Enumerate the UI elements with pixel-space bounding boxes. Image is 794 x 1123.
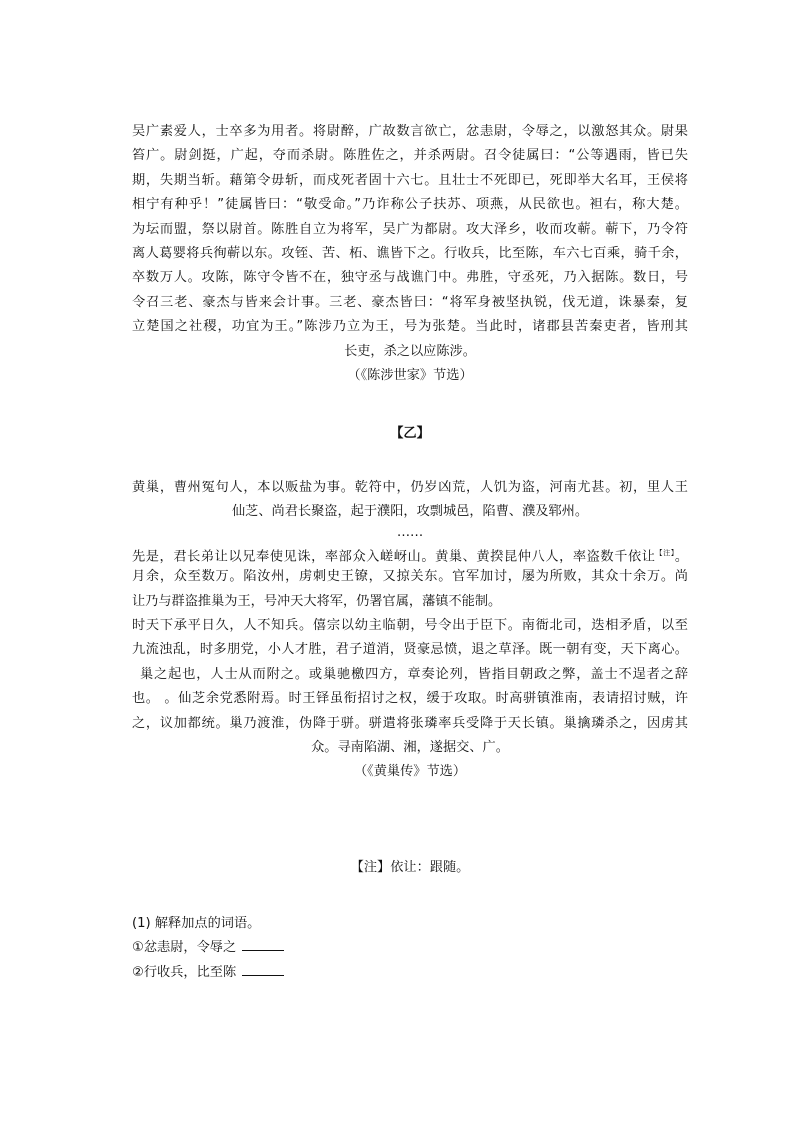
passage-jia-line: 立楚国之社稷，功宜为王。”陈涉乃立为王，号为张楚。当此时，诸郡县苦秦吏者，皆刑其: [132, 319, 688, 335]
passage-yi-text: 。: [674, 549, 688, 565]
passage-jia-line: 离人葛婴将兵徇蕲以东。攻铚、苦、柘、谯皆下之。行收兵，比至陈，车六七百乘，骑千余，: [132, 245, 688, 261]
answer-blank[interactable]: [242, 961, 284, 976]
passage-jia-line: 期，失期当斩。藉第令毋斩，而戍死者固十六七。且壮士不死即已，死即举大名耳，王侯将: [132, 172, 688, 188]
answer-blank[interactable]: [242, 936, 284, 951]
annotation-note: 【注】依让：跟随。: [350, 860, 470, 875]
passage-yi-line: 巢之起也，人士从而附之。或巢驰檄四方，章奏论列，皆指目朝政之弊，盖士不逞者之辞: [140, 666, 688, 682]
section-heading-yi: 【乙】: [390, 426, 430, 441]
footnote-marker: 【注】: [655, 548, 675, 557]
passage-jia-line: 笞广。尉剑挺，广起，夺而杀尉。陈胜佐之，并杀两尉。召令徒属曰：“公等遇雨，皆已失: [132, 148, 688, 164]
passage-yi-line: [132, 541, 688, 565]
question-item-text: ②行收兵，比至陈: [132, 964, 237, 980]
passage-yi-line: 月余，众至数万。陷汝州，虏刺史王镣，又掠关东。官军加讨，屡为所败，其众十余万。尚: [132, 569, 688, 585]
question-stem: (1) 解释加点的词语。: [132, 916, 261, 931]
passage-jia-line: 令召三老、豪杰与皆来会计事。三老、豪杰皆曰：“将军身被坚执锐，伐无道，诛暴秦，复: [132, 294, 688, 310]
passage-yi-line: 黄巢，曹州冤句人，本以贩盐为事。乾符中，仍岁凶荒，人饥为盗，河南尤甚。初，里人王: [132, 480, 688, 495]
passage-jia-last-line: 长吏，杀之以应陈涉。: [344, 343, 476, 359]
passage-yi-line: 也。 。仙芝余党悉附焉。时王铎虽衔招讨之权，缓于攻取。时高骈镇淮南，表请招讨贼，许: [132, 691, 688, 707]
passage-yi-line: 九流浊乱，时多朋党，小人才胜，君子道消，贤豪忌愤，退之草泽。既一朝有变，天下离心。: [132, 642, 688, 658]
passage-yi-line: 众。寻南陷湖、湘，遂据交、广。: [311, 739, 509, 755]
passage-jia-line: 为坛而盟，祭以尉首。陈胜自立为将军，吴广为都尉。攻大泽乡，收而攻蕲。蕲下，乃令符: [132, 221, 688, 237]
heading-yi-block: [132, 422, 688, 446]
passage-yi-line: 让乃与群盗推巢为王，号冲天大将军，仍署官属，藩镇不能制。: [132, 593, 502, 609]
passage-yi: [132, 476, 688, 785]
question-item: [132, 961, 688, 985]
question-block: [132, 912, 688, 985]
passage-yi-source: （《黄巢传》节选）: [353, 764, 467, 780]
passage-yi-line: 之，议加都统。巢乃渡淮，伪降于骈。骈遣将张璘率兵受降于天长镇。巢擒璘杀之，因虏其: [132, 715, 688, 731]
question-item: [132, 936, 688, 960]
passage-jia-source: （《陈涉世家》节选）: [347, 367, 473, 383]
passage-yi-line: 时天下承平日久，人不知兵。僖宗以幼主临朝，号令出于臣下。南衙北司，迭相矛盾，以至: [132, 617, 688, 633]
passage-yi-text: 先是，君长弟让以兄奉使见诛，率部众入嵯岈山。黄巢、黄揆昆仲八人，率盗数千依让: [132, 549, 656, 565]
note-block: [132, 856, 688, 880]
passage-jia-line: 卒数万人。攻陈，陈守令皆不在，独守丞与战谯门中。弗胜，守丞死，乃入据陈。数日，号: [132, 270, 688, 286]
passage-yi-line: 仙芝、尚君长聚盗，起于濮阳，攻剽城邑，陷曹、濮及郓州。: [231, 504, 589, 520]
passage-jia-line: 相宁有种乎！”徒属皆曰：“敬受命。”乃诈称公子扶苏、项燕，从民欲也。袒右，称大楚。: [132, 197, 688, 213]
passage-jia: [132, 120, 688, 388]
passage-jia-line: 吴广素爱人，士卒多为用者。将尉醉，广故数言欲亡，忿恚尉，令辱之，以激怒其众。尉果: [132, 124, 688, 139]
question-item-text: ①忿恚尉，令辱之: [132, 940, 237, 956]
ellipsis: ……: [396, 524, 424, 540]
